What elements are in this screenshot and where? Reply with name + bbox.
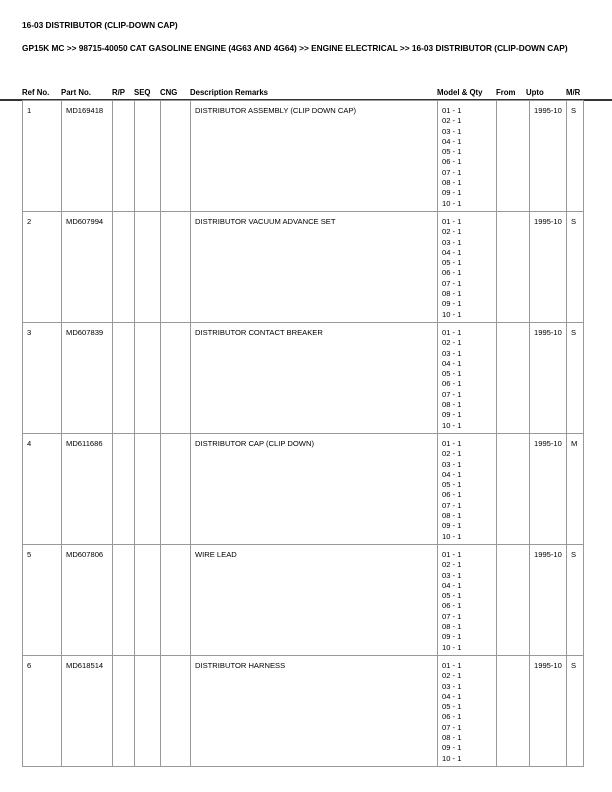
cell-seq [135, 656, 161, 767]
model-qty-line: 01 - 1 [442, 661, 462, 670]
model-qty-line: 04 - 1 [442, 358, 462, 368]
model-qty-line: 07 - 1 [442, 611, 462, 621]
model-qty-line: 01 - 1 [442, 550, 462, 559]
cell-from [497, 656, 530, 767]
cell-model-qty [438, 545, 497, 656]
column-header-description: Description Remarks [190, 88, 268, 97]
cell-mr: M [567, 434, 584, 545]
cell-description: DISTRIBUTOR ASSEMBLY (CLIP DOWN CAP) [191, 101, 438, 212]
model-qty-line: 01 - 1 [442, 328, 462, 337]
cell-part-no: MD607806 [62, 545, 113, 656]
parts-table [22, 100, 584, 767]
model-qty-line: 02 - 1 [442, 449, 462, 459]
cell-ref-no: 3 [23, 323, 62, 434]
table-row [23, 656, 584, 767]
column-header-part-no: Part No. [61, 88, 91, 97]
model-qty-line: 05 - 1 [442, 591, 462, 601]
model-qty-line: 07 - 1 [442, 500, 462, 510]
model-qty-line: 06 - 1 [442, 490, 462, 500]
cell-upto: 1995-10 [530, 545, 567, 656]
cell-cng [161, 101, 191, 212]
page-title: 16-03 DISTRIBUTOR (CLIP-DOWN CAP) [22, 20, 178, 30]
cell-description: DISTRIBUTOR VACUUM ADVANCE SET [191, 212, 438, 323]
model-qty-line: 06 - 1 [442, 379, 462, 389]
cell-rp [113, 101, 135, 212]
cell-mr: S [567, 323, 584, 434]
cell-model-qty [438, 212, 497, 323]
model-qty-line: 10 - 1 [442, 198, 462, 208]
cell-description: WIRE LEAD [191, 545, 438, 656]
cell-seq [135, 545, 161, 656]
table-row [23, 101, 584, 212]
cell-from [497, 212, 530, 323]
model-qty-line: 06 - 1 [442, 268, 462, 278]
model-qty-line: 02 - 1 [442, 116, 462, 126]
column-header-model-qty: Model & Qty [437, 88, 483, 97]
model-qty-line: 01 - 1 [442, 106, 462, 115]
cell-seq [135, 212, 161, 323]
model-qty-line: 05 - 1 [442, 147, 462, 157]
cell-upto: 1995-10 [530, 323, 567, 434]
model-qty-line: 03 - 1 [442, 570, 462, 580]
cell-model-qty [438, 656, 497, 767]
model-qty-line: 10 - 1 [442, 309, 462, 319]
model-qty-line: 02 - 1 [442, 338, 462, 348]
column-header-rp: R/P [112, 88, 125, 97]
cell-rp [113, 545, 135, 656]
model-qty-line: 06 - 1 [442, 157, 462, 167]
model-qty-line: 09 - 1 [442, 632, 462, 642]
cell-seq [135, 101, 161, 212]
model-qty-line: 06 - 1 [442, 601, 462, 611]
model-qty-line: 07 - 1 [442, 389, 462, 399]
cell-seq [135, 434, 161, 545]
table-row [23, 212, 584, 323]
model-qty-line: 04 - 1 [442, 580, 462, 590]
model-qty-line: 07 - 1 [442, 722, 462, 732]
model-qty-line: 04 - 1 [442, 469, 462, 479]
cell-mr: S [567, 545, 584, 656]
cell-description: DISTRIBUTOR HARNESS [191, 656, 438, 767]
model-qty-line: 05 - 1 [442, 702, 462, 712]
column-header-mr: M/R [566, 88, 581, 97]
cell-upto: 1995-10 [530, 434, 567, 545]
cell-ref-no: 1 [23, 101, 62, 212]
model-qty-line: 04 - 1 [442, 691, 462, 701]
cell-rp [113, 323, 135, 434]
model-qty-line: 08 - 1 [442, 733, 462, 743]
model-qty-line: 08 - 1 [442, 178, 462, 188]
model-qty-line: 03 - 1 [442, 237, 462, 247]
cell-mr: S [567, 212, 584, 323]
model-qty-line: 08 - 1 [442, 289, 462, 299]
cell-rp [113, 434, 135, 545]
cell-part-no: MD169418 [62, 101, 113, 212]
cell-model-qty [438, 434, 497, 545]
cell-mr: S [567, 656, 584, 767]
table-row [23, 545, 584, 656]
cell-model-qty [438, 101, 497, 212]
cell-ref-no: 2 [23, 212, 62, 323]
model-qty-line: 09 - 1 [442, 521, 462, 531]
model-qty-line: 02 - 1 [442, 671, 462, 681]
model-qty-line: 09 - 1 [442, 299, 462, 309]
cell-cng [161, 545, 191, 656]
cell-upto: 1995-10 [530, 101, 567, 212]
column-header-ref-no: Ref No. [22, 88, 50, 97]
model-qty-line: 05 - 1 [442, 480, 462, 490]
cell-description: DISTRIBUTOR CAP (CLIP DOWN) [191, 434, 438, 545]
cell-part-no: MD607994 [62, 212, 113, 323]
model-qty-line: 02 - 1 [442, 227, 462, 237]
model-qty-line: 10 - 1 [442, 531, 462, 541]
cell-upto: 1995-10 [530, 656, 567, 767]
cell-from [497, 545, 530, 656]
model-qty-line: 04 - 1 [442, 136, 462, 146]
model-qty-line: 03 - 1 [442, 459, 462, 469]
model-qty-line: 09 - 1 [442, 188, 462, 198]
model-qty-line: 08 - 1 [442, 622, 462, 632]
cell-cng [161, 434, 191, 545]
column-header-upto: Upto [526, 88, 544, 97]
cell-from [497, 434, 530, 545]
table-row [23, 434, 584, 545]
cell-rp [113, 656, 135, 767]
cell-ref-no: 5 [23, 545, 62, 656]
cell-model-qty [438, 323, 497, 434]
column-header-cng: CNG [160, 88, 178, 97]
model-qty-line: 05 - 1 [442, 258, 462, 268]
model-qty-line: 08 - 1 [442, 400, 462, 410]
model-qty-line: 03 - 1 [442, 348, 462, 358]
cell-description: DISTRIBUTOR CONTACT BREAKER [191, 323, 438, 434]
cell-seq [135, 323, 161, 434]
cell-ref-no: 6 [23, 656, 62, 767]
cell-part-no: MD618514 [62, 656, 113, 767]
cell-part-no: MD607839 [62, 323, 113, 434]
model-qty-line: 05 - 1 [442, 369, 462, 379]
cell-upto: 1995-10 [530, 212, 567, 323]
model-qty-line: 01 - 1 [442, 439, 462, 448]
model-qty-line: 09 - 1 [442, 410, 462, 420]
model-qty-line: 07 - 1 [442, 278, 462, 288]
cell-from [497, 101, 530, 212]
model-qty-line: 04 - 1 [442, 247, 462, 257]
cell-part-no: MD611686 [62, 434, 113, 545]
cell-mr: S [567, 101, 584, 212]
cell-cng [161, 212, 191, 323]
column-header-seq: SEQ [134, 88, 151, 97]
cell-from [497, 323, 530, 434]
cell-rp [113, 212, 135, 323]
cell-ref-no: 4 [23, 434, 62, 545]
cell-cng [161, 323, 191, 434]
model-qty-line: 08 - 1 [442, 511, 462, 521]
model-qty-line: 01 - 1 [442, 217, 462, 226]
model-qty-line: 03 - 1 [442, 681, 462, 691]
model-qty-line: 07 - 1 [442, 167, 462, 177]
model-qty-line: 10 - 1 [442, 753, 462, 763]
table-row [23, 323, 584, 434]
model-qty-line: 10 - 1 [442, 420, 462, 430]
column-header-from: From [496, 88, 516, 97]
cell-cng [161, 656, 191, 767]
model-qty-line: 02 - 1 [442, 560, 462, 570]
model-qty-line: 10 - 1 [442, 642, 462, 652]
breadcrumb: GP15K MC >> 98715-40050 CAT GASOLINE ENGINE (4G63 AND 4G64) >> ENGINE ELECTRICAL >> 16-03 DISTRIBUTOR (CLIP-DOWN CAP) [22, 43, 568, 53]
model-qty-line: 09 - 1 [442, 743, 462, 753]
model-qty-line: 06 - 1 [442, 712, 462, 722]
model-qty-line: 03 - 1 [442, 126, 462, 136]
